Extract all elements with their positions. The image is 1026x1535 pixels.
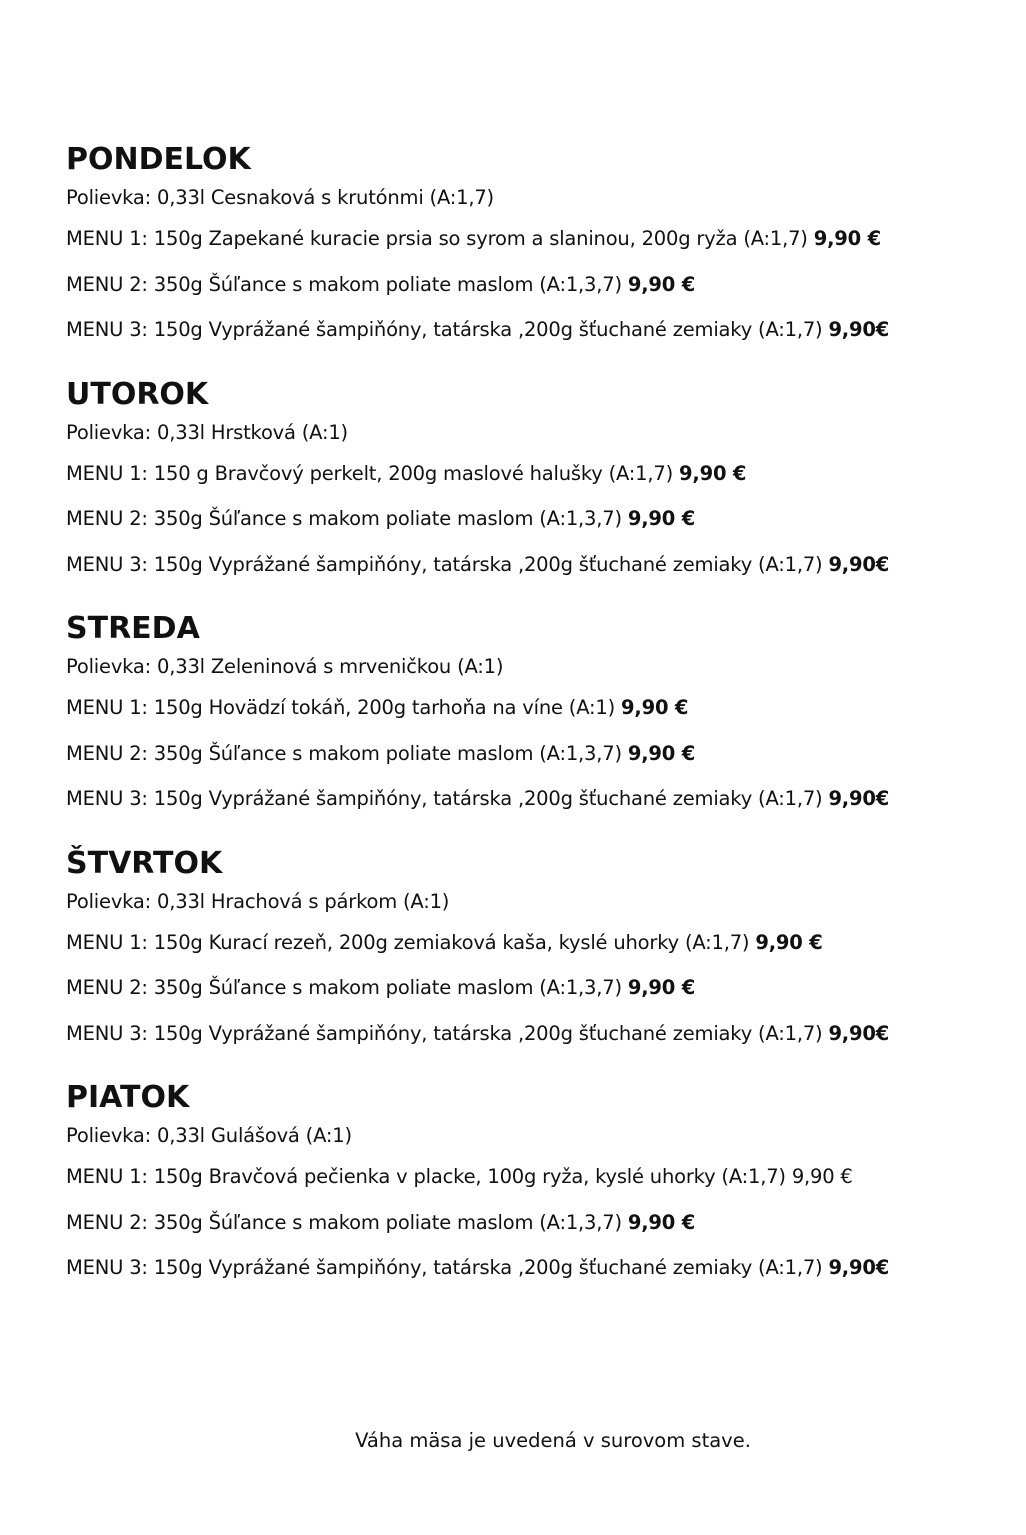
day-title: ŠTVRTOK [66, 845, 223, 881]
menu-item-text: MENU 2: 350g Šúľance s makom poliate maslom (A:1,3,7) [66, 507, 628, 530]
soup-line: Polievka: 0,33l Gulášová (A:1) [66, 1124, 352, 1147]
menu-item-2 [66, 1200, 986, 1246]
menu-item-2 [66, 731, 986, 777]
menu-item-text: MENU 2: 350g Šúľance s makom poliate maslom (A:1,3,7) [66, 272, 628, 296]
menu-item-2 [66, 262, 986, 308]
menu-item-text: MENU 3: 150g Vyprážané šampiňóny, tatárska ,200g šťuchané zemiaky (A:1,7) [66, 787, 829, 810]
menu-item-price: 9,90 € [627, 976, 696, 999]
day-thursday [66, 844, 986, 1057]
menu-item-price: 9,90€ [828, 552, 890, 576]
menu-item-text: MENU 1: 150 g Bravčový perkelt, 200g maslové halušky (A:1,7) [66, 461, 679, 485]
menu-item-3 [66, 776, 986, 822]
menu-item-3 [66, 1245, 986, 1291]
menu-item-price: 9,90 € [755, 930, 823, 954]
menu-item-text: MENU 3: 150g Vyprážané šampiňóny, tatárska ,200g šťuchané zemiaky (A:1,7) [66, 1021, 829, 1045]
menu-item-price: 9,90 € [627, 741, 696, 765]
menu-item-price: 9,90 € [627, 1210, 696, 1234]
menu-item-text: MENU 3: 150g Vyprážané šampiňóny, tatárska ,200g šťuchané zemiaky (A:1,7) [66, 318, 829, 341]
menu-item-text: MENU 3: 150g Vyprážané šampiňóny, tatárska ,200g šťuchané zemiaky (A:1,7) [66, 1256, 829, 1279]
day-title: UTOROK [66, 376, 209, 412]
menu-item-1 [66, 216, 986, 262]
menu-item-2 [66, 496, 986, 542]
menu-item-text: MENU 2: 350g Šúľance s makom poliate maslom (A:1,3,7) [66, 1210, 628, 1234]
menu-item-text: MENU 1: 150g Hovädzí tokáň, 200g tarhoňa na víne (A:1) [66, 696, 621, 719]
day-tuesday [66, 375, 986, 588]
soup-line: Polievka: 0,33l Zeleninová s mrveničkou (A:1) [66, 655, 504, 678]
day-title: PONDELOK [66, 142, 251, 177]
menu-item-text: MENU 3: 150g Vyprážané šampiňóny, tatárska ,200g šťuchané zemiaky (A:1,7) [66, 552, 829, 576]
menu-item-1 [66, 451, 986, 497]
menu-item-2 [66, 965, 986, 1011]
menu-item-price: 9,90€ [828, 318, 890, 341]
menu-item-text: MENU 1: 150g Zapekané kuracie prsia so syrom a slaninou, 200g ryža (A:1,7) [66, 227, 814, 250]
menu-item-price: 9,90€ [828, 1021, 890, 1045]
menu-item-price: 9,90 € [627, 272, 696, 296]
soup-line: Polievka: 0,33l Hrstková (A:1) [66, 420, 348, 444]
day-title: STREDA [66, 611, 200, 646]
menu-item-1 [66, 1154, 986, 1200]
menu-item-price: 9,90 € [679, 461, 747, 485]
menu-item-3 [66, 307, 986, 353]
menu-item-text: MENU 2: 350g Šúľance s makom poliate maslom (A:1,3,7) [66, 741, 628, 765]
menu-item-text: MENU 1: 150g Kurací rezeň, 200g zemiaková kaša, kyslé uhorky (A:1,7) [66, 930, 756, 954]
menu-item-1 [66, 685, 986, 731]
menu-item-3 [66, 542, 986, 588]
soup-line: Polievka: 0,33l Hrachová s párkom (A:1) [66, 889, 450, 913]
day-friday [66, 1078, 986, 1291]
menu-item-text: MENU 1: 150g Bravčová pečienka v placke, 100g ryža, kyslé uhorky (A:1,7) [66, 1165, 792, 1188]
day-wednesday [66, 609, 986, 822]
menu-item-1 [66, 920, 986, 966]
weekly-menu [66, 140, 986, 1313]
menu-item-text: MENU 2: 350g Šúľance s makom poliate maslom (A:1,3,7) [66, 976, 628, 999]
menu-item-3 [66, 1011, 986, 1057]
menu-item-price: 9,90 € [813, 227, 881, 250]
menu-item-price: 9,90 € [791, 1165, 853, 1188]
soup-line: Polievka: 0,33l Cesnaková s krutónmi (A:1,7) [66, 186, 494, 209]
day-title: PIATOK [66, 1080, 190, 1115]
menu-item-price: 9,90 € [627, 507, 696, 530]
menu-item-price: 9,90 € [621, 696, 689, 719]
day-monday [66, 140, 986, 353]
menu-item-price: 9,90€ [828, 1256, 890, 1279]
menu-item-price: 9,90€ [828, 787, 890, 810]
footer-note: Váha mäsa je uvedená v surovom stave. [355, 1429, 751, 1452]
